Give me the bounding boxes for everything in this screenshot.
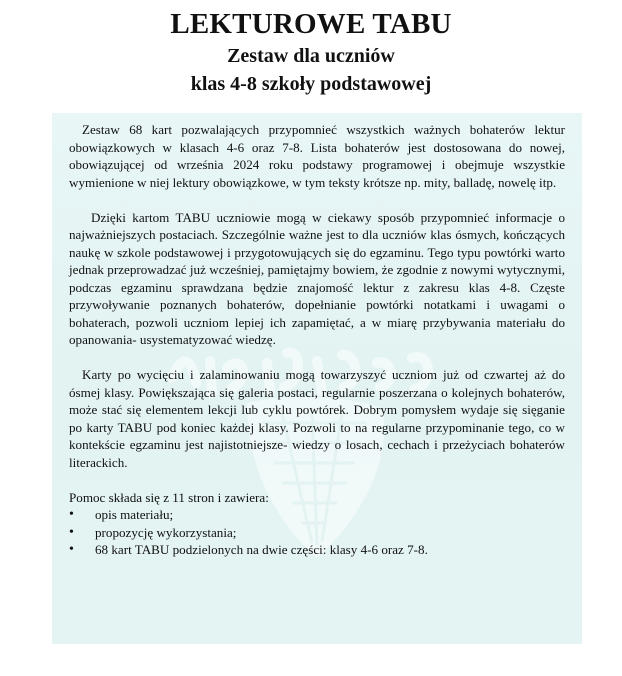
paragraph-intro: Zestaw 68 kart pozwalających przypomnieć wszystkich ważnych bohaterów lektur obowiązkowych w klasach 4-6 oraz 7-8. Lista bohaterów jest dostosowana do nowej, obowiązującej od września 2024 roku podstawy programowej i obejmuje wszystkie wymienione w niej lektury obowiązkowe, w tym teksty krótsze np. mity, balladę, nowelę itp. bbox=[69, 122, 565, 190]
page-title: LEKTUROWE TABU bbox=[170, 8, 452, 40]
description-panel bbox=[52, 113, 582, 644]
list-item: • propozycję wykorzystania; bbox=[69, 524, 565, 542]
contents-intro: Pomoc składa się z 11 stron i zawiera: bbox=[69, 489, 269, 505]
paragraph-usage: Karty po wycięciu i zalaminowaniu mogą towarzyszyć uczniom już od czwartej aż do ósmej klasy. Powiększająca się galeria postaci, regularnie poszerzana o kolejnych bohaterów, może stać się elementem lekcji lub cyklu powtórek. Dobrym pomysłem wydaje się sięganie po karty TABU pod koniec każdej klasy. Pozwoli to na regularne przypominanie tego, co w kontekście egzaminu jest najistotniejsze- wiedzy o losach, cechach i przeżyciach bohaterów literackich. bbox=[69, 367, 565, 470]
contents-list bbox=[69, 506, 565, 559]
description-text bbox=[69, 121, 565, 559]
list-item: • opis materiału; bbox=[69, 506, 565, 524]
paragraph-benefits: Dzięki kartom TABU uczniowie mogą w ciekawy sposób przypomnieć informacje o najważniejszych postaciach. Szczególnie ważne jest to dla uczniów klas ósmych, kończących naukę w szkole podstawowej i przygotowujących się do egzaminu. Tego typu powtórki warto jednak przeprowadzać już wcześniej, pamiętajmy bowiem, że zgodnie z nowymi wytycznymi, podczas egzaminu sprawdzana będzie znajomość lektur z zakresu klas 4-8. Częste przywoływanie poznanych bohaterów, dopełnianie powtórki notatkami i uwagami o bohaterach, pozwoli uczniom lepiej ich zapamiętać, a w miarę przybywania materiału do opanowania- usystematyzować wiedzę. bbox=[69, 209, 565, 347]
list-item: • 68 kart TABU podzielonych na dwie części: klasy 4-6 oraz 7-8. bbox=[69, 541, 565, 559]
subtitle-line-2: klas 4-8 szkoły podstawowej bbox=[190, 73, 432, 95]
subtitle-line-1: Zestaw dla uczniów bbox=[227, 45, 395, 67]
